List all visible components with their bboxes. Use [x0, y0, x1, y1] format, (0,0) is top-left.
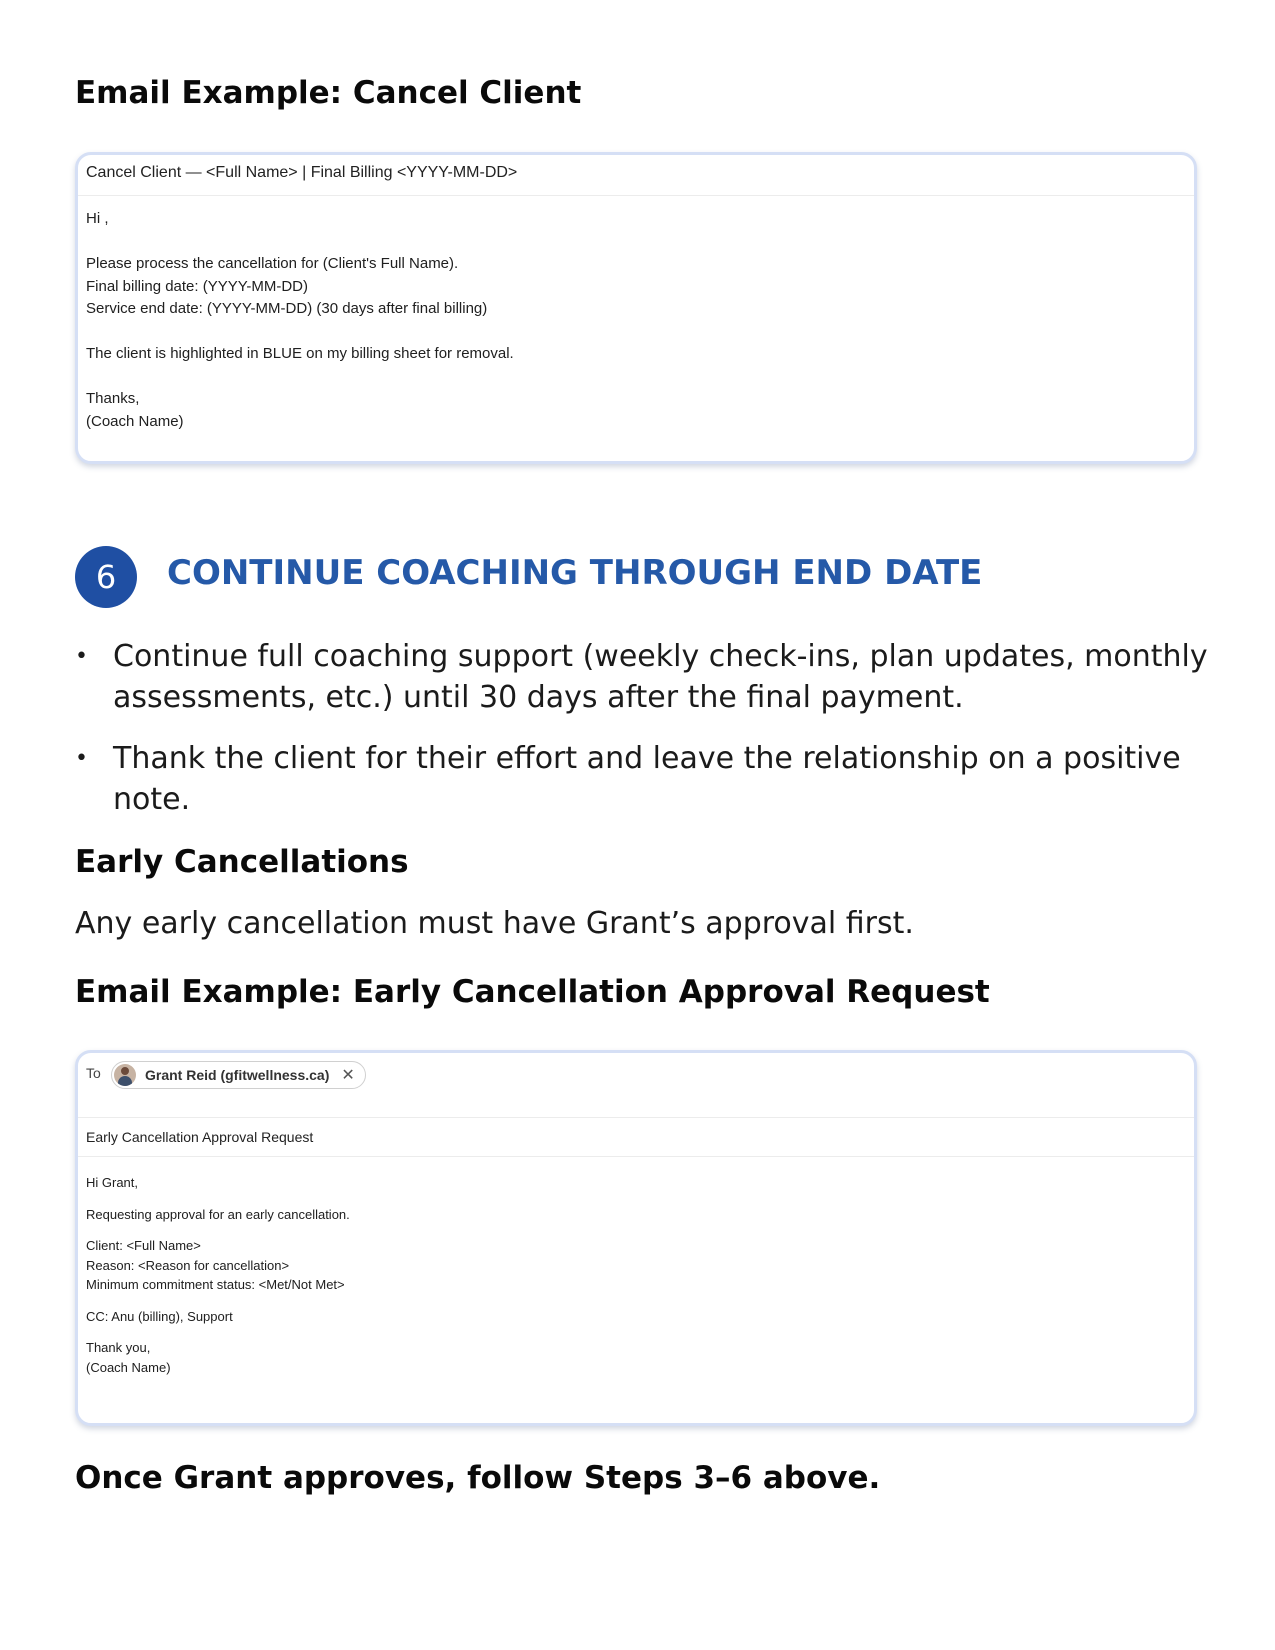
step-number-badge: 6 — [75, 546, 137, 608]
early-cancellations-text: Any early cancellation must have Grant’s approval first. — [75, 906, 914, 941]
email-line: Final billing date: (YYYY-MM-DD) — [86, 277, 309, 295]
close-icon[interactable]: ✕ — [341, 1067, 355, 1084]
avatar — [114, 1064, 136, 1086]
email-signature: (Coach Name) — [86, 1359, 171, 1375]
bullet-item — [75, 636, 1215, 718]
email-signature: (Coach Name) — [86, 412, 184, 430]
footer-instruction: Once Grant approves, follow Steps 3–6 above. — [75, 1460, 881, 1496]
email-subject[interactable]: Early Cancellation Approval Request — [78, 1118, 1194, 1157]
email-line: Minimum commitment status: <Met/Not Met> — [86, 1277, 345, 1292]
email-signoff: Thank you, — [86, 1340, 151, 1355]
email-line: Service end date: (YYYY-MM-DD) (30 days after final billing) — [86, 300, 488, 317]
email-line: Requesting approval for an early cancellation. — [86, 1206, 350, 1222]
email-signoff: Thanks, — [86, 390, 140, 407]
email-line: Client: <Full Name> — [86, 1238, 201, 1253]
approval-request-email — [75, 1050, 1197, 1426]
email-subject[interactable]: Cancel Client — <Full Name> | Final Billing <YYYY-MM-DD> — [78, 155, 1194, 196]
early-cancellations-heading: Early Cancellations — [75, 844, 409, 880]
bullet-dot-icon: • — [75, 644, 88, 669]
email-to-row[interactable] — [78, 1053, 1194, 1118]
email-body[interactable] — [78, 1157, 1194, 1377]
cancel-client-heading: Email Example: Cancel Client — [75, 75, 582, 111]
email-cc: CC: Anu (billing), Support — [86, 1308, 233, 1324]
email-line: Please process the cancellation for (Client's Full Name). — [86, 255, 459, 272]
bullet-text: Continue full coaching support (weekly check-ins, plan updates, monthly assessments, etc.) until 30 days after the final payment. — [113, 639, 1208, 715]
email-line: Reason: <Reason for cancellation> — [86, 1257, 290, 1273]
bullet-item — [75, 738, 1215, 820]
recipient-name: Grant Reid (gfitwellness.ca) — [145, 1067, 330, 1083]
bullet-dot-icon: • — [75, 746, 88, 771]
recipient-chip[interactable] — [111, 1061, 366, 1089]
email-body[interactable] — [78, 196, 1194, 433]
to-label: To — [86, 1065, 101, 1081]
cancel-client-email — [75, 152, 1197, 464]
approval-request-heading: Email Example: Early Cancellation Approval Request — [75, 974, 990, 1010]
step-bullet-list — [75, 636, 1215, 840]
email-greeting: Hi , — [86, 210, 109, 227]
email-line: The client is highlighted in BLUE on my billing sheet for removal. — [86, 345, 514, 362]
step-title: CONTINUE COACHING THROUGH END DATE — [167, 553, 983, 593]
bullet-text: Thank the client for their effort and leave the relationship on a positive note. — [113, 741, 1181, 817]
email-greeting: Hi Grant, — [86, 1175, 139, 1190]
